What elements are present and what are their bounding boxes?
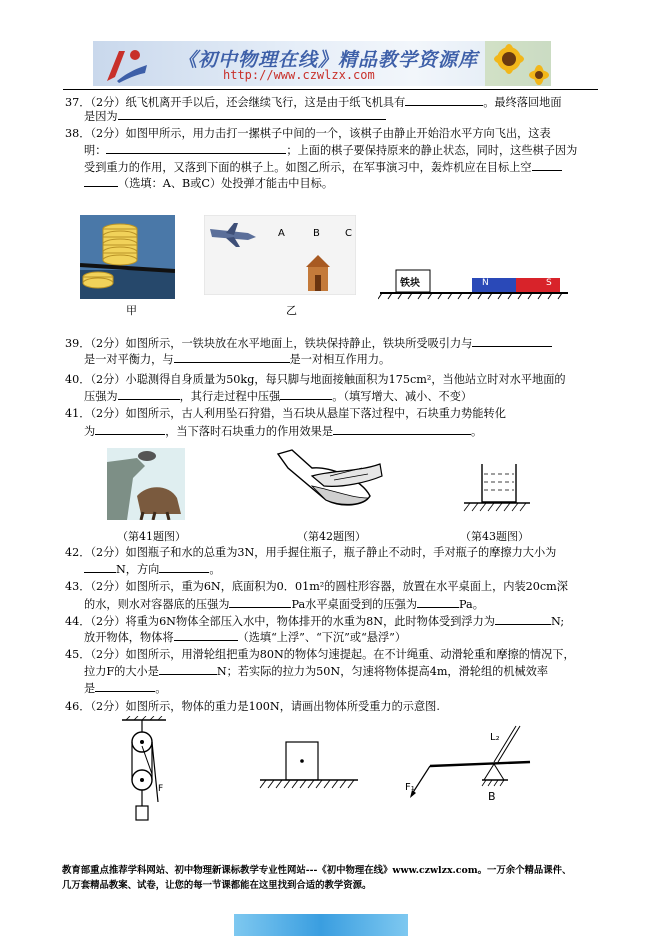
plane-label-c: C — [345, 228, 352, 239]
water-container-figure — [460, 460, 532, 516]
question-39: 39．（2分）如图所示，一铁块放在水平地面上，铁块保持静止，铁块所受吸引力与 — [65, 336, 552, 351]
question-41-line2: 为 ，当下落时石块重力的作用效果是 。 — [84, 425, 483, 438]
question-41: 41．（2分）如图所示，古人利用坠石狩猎，当石块从悬崖下落过程中，石块重力势能转化 — [65, 407, 506, 420]
bomber-figure — [204, 215, 356, 295]
question-42: 42．（2分）如图瓶子和水的总重为3N，用手握住瓶子，瓶子静止不动时，手对瓶子的摩擦力大小为 — [65, 546, 557, 559]
iron-block-label: 铁块 — [400, 278, 420, 289]
magnet-s-label: S — [546, 278, 552, 288]
question-45-line3: 是 。 — [84, 682, 167, 695]
banner-url: http://www.czwlzx.com — [223, 68, 375, 82]
logo-icon — [101, 43, 151, 85]
bottle-hand-figure — [272, 446, 384, 508]
question-46: 46．（2分）如图所示，物体的重力是100N，请画出物体所受重力的示意图. — [65, 700, 440, 713]
question-40: 40．（2分）小聪测得自身质量为50kg，每只脚与地面接触面积为175cm²，当他站立时对水平地面的 — [65, 373, 566, 386]
footer-line-1: 教育部重点推荐学科网站、初中物理新课标教学专业性网站---《初中物理在线》www.czwlzx.com。一万余个精品课件、 — [62, 865, 572, 876]
question-44-line2: 放开物体，物体将 （选填“上浮”、“下沉”或“悬浮”） — [84, 631, 407, 644]
question-40-line2: 压强为 ，其行走过程中压强 。（填写增大、减小、不变） — [84, 390, 473, 403]
pulley-figure — [118, 716, 174, 826]
footer-bar — [234, 914, 408, 936]
sunflower-icon — [485, 41, 551, 86]
caption-figure-41: （第41题图） — [117, 530, 186, 543]
checkers-stack-figure — [80, 215, 175, 299]
magnet-n-label: N — [482, 278, 489, 288]
question-43-line2: 的水，则水对容器底的压强为 Pa水平桌面受到的压强为 Pa。 — [84, 598, 484, 611]
question-43: 43．（2分）如图所示，重为6N，底面积为0．01m²的圆柱形容器，放置在水平桌面上，内装20cm深 — [65, 580, 568, 593]
banner-title: 《初中物理在线》精品教学资源库 — [178, 49, 479, 71]
lever-f1-label: F₁ — [405, 782, 415, 793]
footer-line-2: 几万套精品教案、试卷，让您的每一节课都能在这里找到合适的教学资源。 — [62, 880, 372, 891]
plane-label-a: A — [278, 228, 285, 239]
question-37-line2: 是因为 — [84, 109, 386, 124]
plane-label-b: B — [313, 228, 320, 239]
question-38-line4: （选填：A、B或C）处投弹才能击中目标。 — [84, 176, 333, 191]
question-38: 38．（2分）如图甲所示，用力击打一摞棋子中间的一个，该棋子由静止开始沿水平方向飞出，这表 — [65, 127, 551, 140]
lever-figure — [404, 722, 534, 822]
question-44: 44．（2分）将重为6N物体全部压入水中，物体排开的水重为8N，此时物体受到浮力为 N; — [65, 615, 565, 628]
figure-yi-label: 乙 — [286, 304, 297, 317]
header-banner — [93, 41, 551, 86]
figure-jia-label: 甲 — [126, 304, 137, 317]
pulley-force-label: F — [158, 784, 164, 794]
question-38-line3: 受到重力的作用，又落到下面的棋子上。如图乙所示，在军事演习中，轰炸机应在目标上空 — [84, 160, 562, 175]
question-39-line2: 是一对平衡力，与 是一对相互作用力。 — [84, 353, 391, 366]
block-on-ground-figure — [256, 738, 362, 798]
falling-stone-figure — [107, 448, 185, 520]
question-38-line2: 明： ；上面的棋子要保持原来的静止状态，同时，这些棋子因为 — [84, 144, 578, 157]
caption-figure-42: （第42题图） — [297, 530, 366, 543]
question-37: 37．（2分）纸飞机离开手以后，还会继续飞行，这是由于纸飞机具有 。最终落回地面 — [65, 96, 562, 109]
lever-b-label: B — [488, 790, 496, 803]
caption-figure-43: （第43题图） — [460, 530, 529, 543]
question-42-line2: N，方向 。 — [84, 562, 221, 577]
question-45-line2: 拉力F的大小是 N；若实际的拉力为50N，匀速将物体提高4m，滑轮组的机械效率 — [84, 665, 549, 678]
header-rule — [63, 89, 598, 90]
question-45: 45．（2分）如图所示，用滑轮组把重为80N的物体匀速提起。在不计绳重、动滑轮重和摩擦的情况下， — [65, 648, 575, 661]
lever-l2-label: L₂ — [490, 732, 500, 743]
